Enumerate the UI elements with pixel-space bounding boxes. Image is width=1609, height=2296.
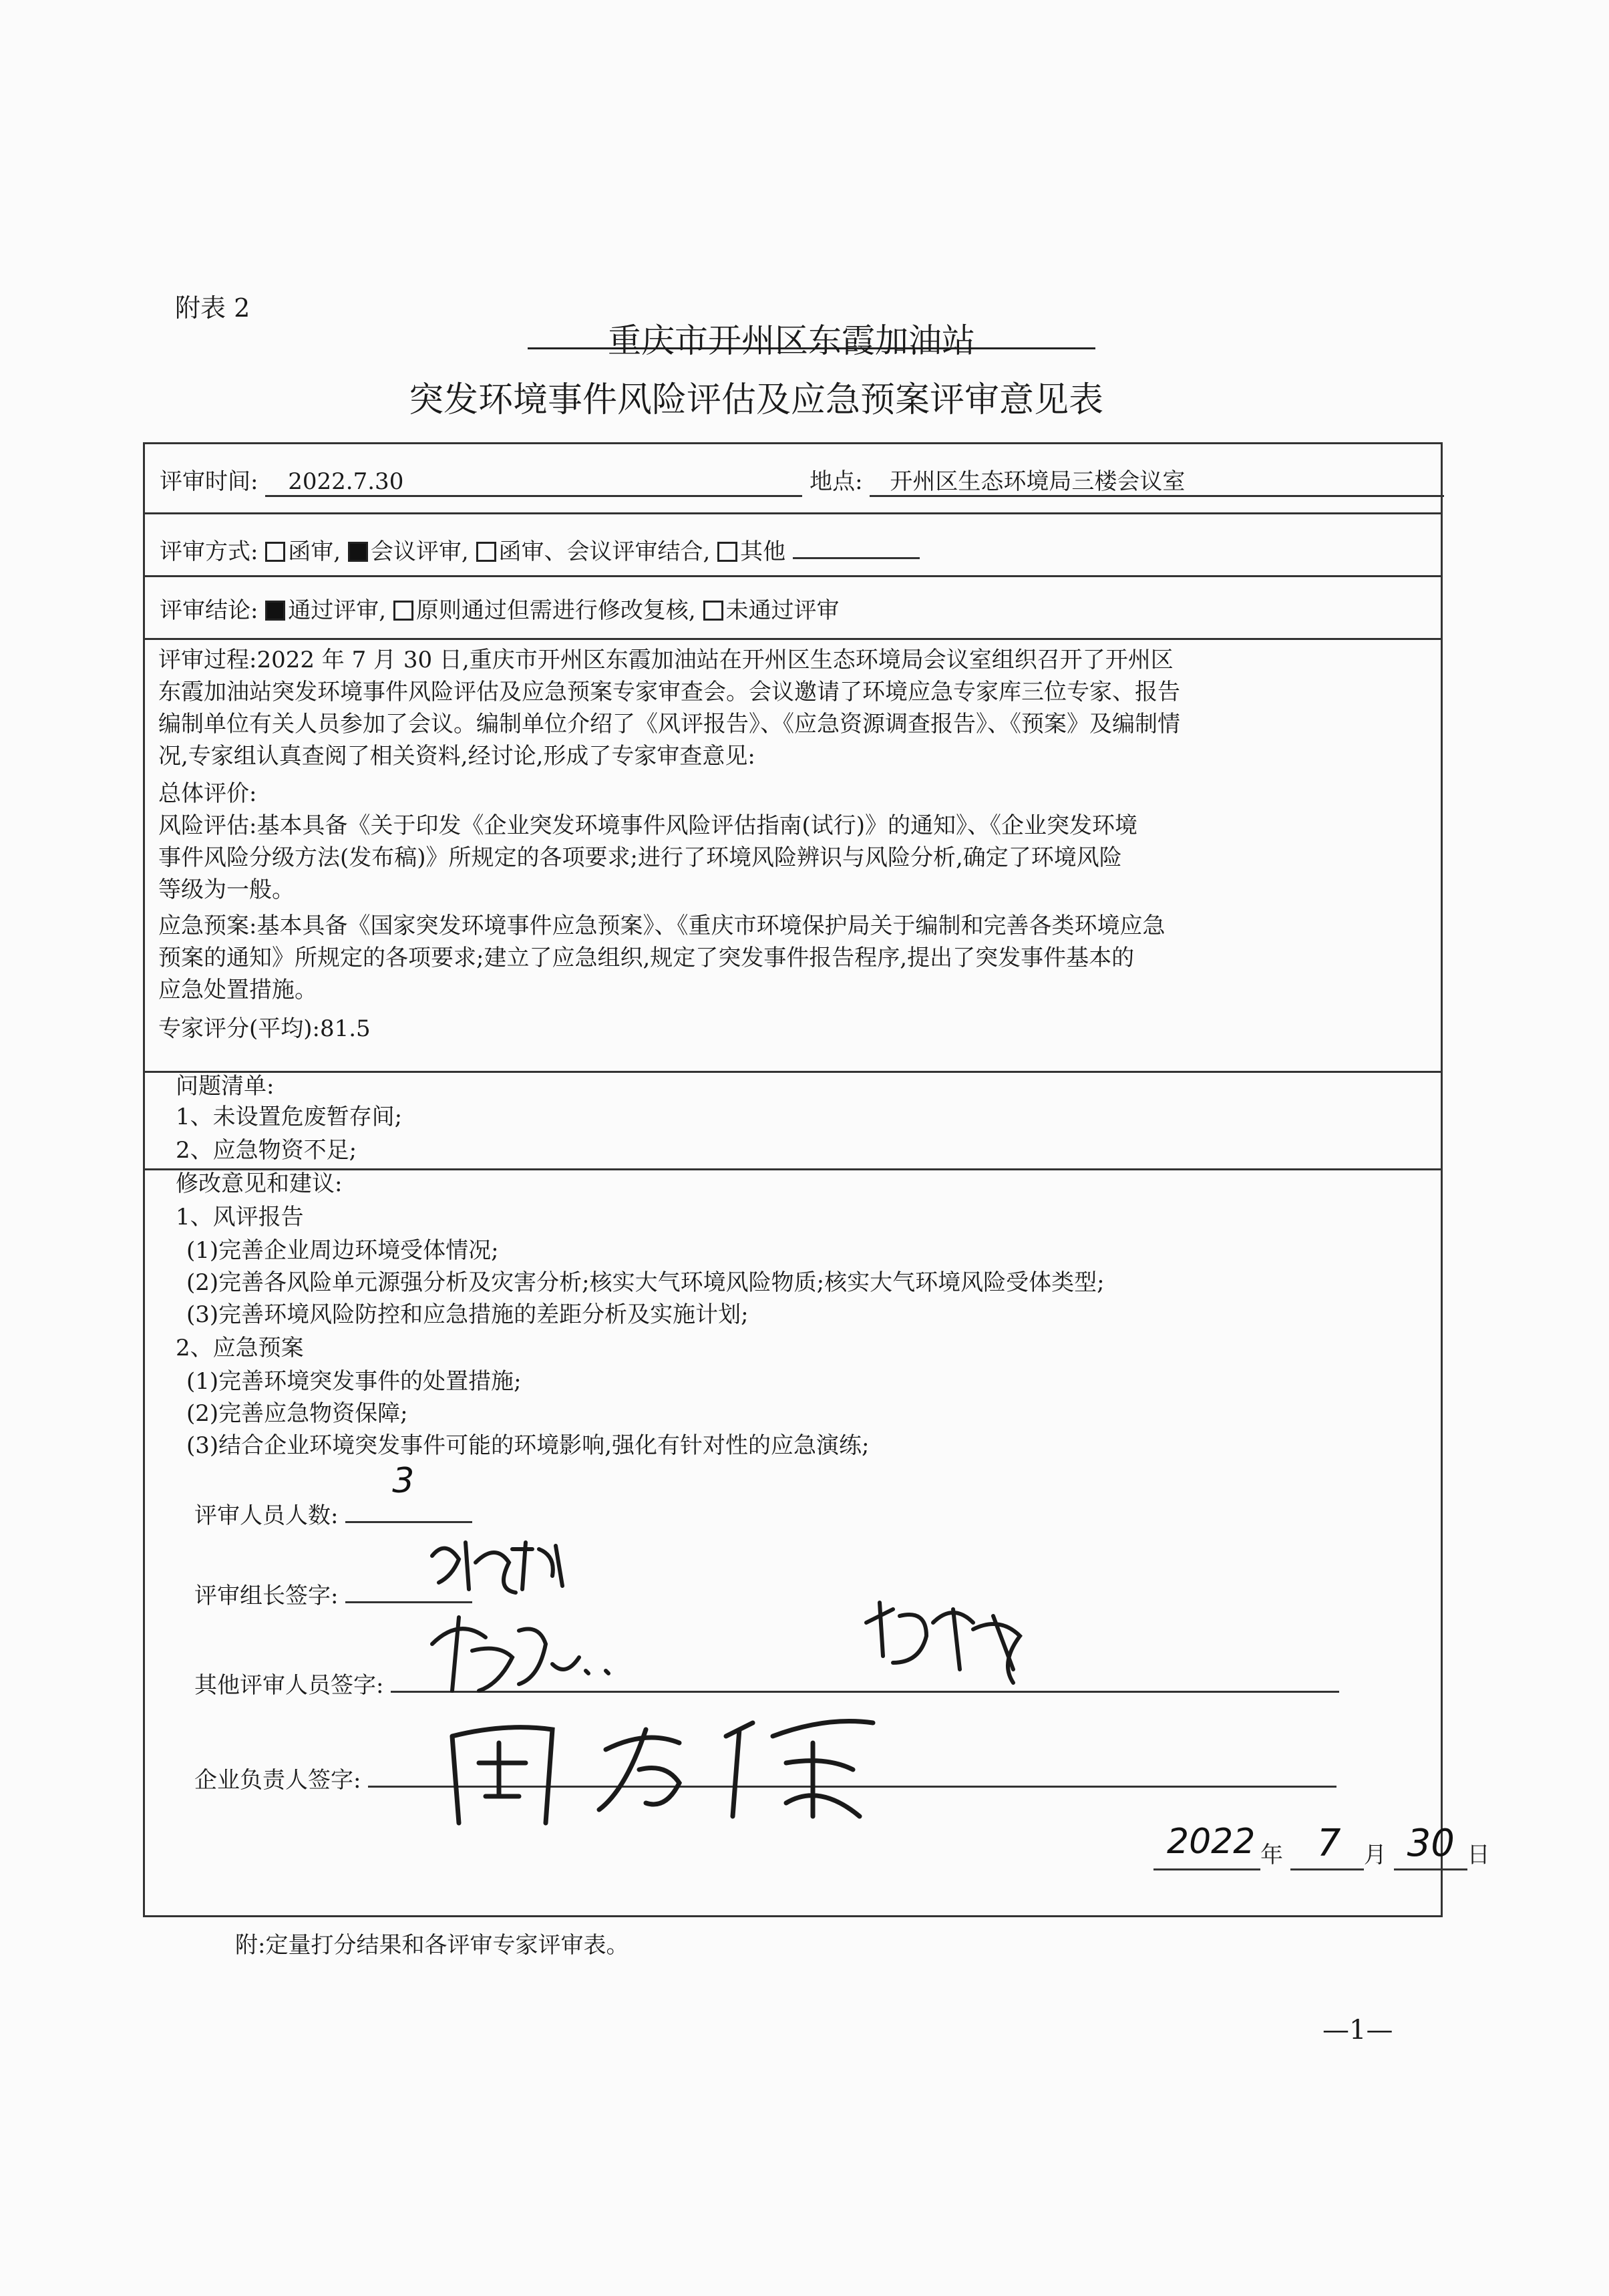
process-line: 事件风险分级方法(发布稿)》所规定的各项要求;进行了环境风险辨识与风险分析,确定了环境风险	[158, 844, 1122, 871]
suggestion-item: (3)结合企业环境突发事件可能的环境影响,强化有针对性的应急演练;	[186, 1432, 870, 1459]
method-checkbox-other	[717, 542, 737, 562]
overall-evaluation-heading: 总体评价:	[158, 780, 257, 807]
other-reviewer-signature-2	[860, 1596, 1033, 1689]
expert-score	[158, 1015, 371, 1042]
leader-signature	[425, 1529, 572, 1603]
method-option-letter: 函审,	[288, 538, 341, 565]
reviewer-count-label: 评审人员人数:	[194, 1502, 339, 1529]
conclusion-option-revise: 原则通过但需进行修改复核,	[415, 597, 696, 624]
date-day: 30	[1407, 1822, 1455, 1865]
method-checkbox-combined	[476, 542, 496, 562]
issue-item: 1、未设置危废暂存间;	[176, 1104, 403, 1130]
date-month-slot	[1290, 1822, 1364, 1870]
conclusion-checkbox-revise	[393, 601, 413, 621]
method-option-meeting: 会议评审,	[370, 538, 469, 565]
conclusion-option-fail: 未通过评审	[725, 597, 840, 624]
owner-signature-label: 企业负责人签字:	[194, 1767, 361, 1794]
suggestion-item: (2)完善各风险单元源强分析及灾害分析;核实大气环境风险物质;核实大气环境风险受体类型;	[186, 1269, 1105, 1296]
page-number: —1—	[1322, 2015, 1393, 2045]
suggestion-item: (2)完善应急物资保障;	[186, 1400, 408, 1427]
expert-score-value: 81.5	[319, 1015, 371, 1042]
conclusion-option-pass: 通过评审,	[288, 597, 387, 624]
issues-section	[145, 1071, 1441, 1170]
reviewer-count	[194, 1461, 472, 1529]
method-checkbox-meeting	[348, 542, 368, 562]
company-name: 重庆市开州区东霞加油站	[608, 321, 975, 360]
conclusion-checkbox-pass	[265, 601, 285, 621]
suggestions-section	[145, 1168, 1441, 1459]
process-line: 况,专家组认真查阅了相关资料,经讨论,形成了专家审查意见:	[158, 743, 755, 770]
suggestion-heading: 2、应急预案	[176, 1335, 304, 1361]
review-process-section	[145, 638, 1441, 1073]
reviewer-count-value: 3	[392, 1461, 415, 1501]
review-time-label: 评审时间:	[160, 468, 258, 495]
date-year: 2022	[1167, 1822, 1256, 1862]
process-line: 评审过程:2022 年 7 月 30 日,重庆市开州区东霞加油站在开州区生态环境局会议室组织召开了开州区	[158, 647, 1174, 673]
signatures-section	[145, 1429, 1490, 1919]
form-title: 突发环境事件风险评估及应急预案评审意见表	[409, 380, 1104, 420]
process-line: 应急预案:基本具备《国家突发环境事件应急预案》、《重庆市环境保护局关于编制和完善各类环境应急	[158, 913, 1166, 939]
footnote: 附:定量打分结果和各评审专家评审表。	[235, 1932, 629, 1959]
review-method-row	[145, 512, 1441, 577]
appendix-label: 附表 2	[175, 293, 250, 323]
process-line: 等级为一般。	[158, 876, 295, 903]
suggestion-item: (1)完善环境突发事件的处置措施;	[186, 1368, 522, 1395]
other-reviewer-signature-1	[425, 1604, 626, 1697]
suggestion-heading: 1、风评报告	[176, 1204, 304, 1231]
suggestions-title: 修改意见和建议:	[176, 1170, 343, 1197]
leader-signature-label: 评审组长签字:	[194, 1583, 339, 1609]
date-day-slot	[1394, 1822, 1467, 1870]
suggestion-item: (3)完善环境风险防控和应急措施的差距分析及实施计划;	[186, 1301, 749, 1328]
suggestion-item: (1)完善企业周边环境受体情况;	[186, 1237, 499, 1264]
owner-signature	[439, 1696, 920, 1830]
date-month-unit: 月	[1363, 1842, 1387, 1868]
location-value: 开州区生态环境局三楼会议室	[870, 468, 1444, 497]
date-year-unit: 年	[1260, 1842, 1283, 1868]
method-option-combined: 函审、会议评审结合,	[498, 538, 711, 565]
process-line: 预案的通知》所规定的各项要求;建立了应急组织,规定了突发事件报告程序,提出了突发事件基本的	[158, 945, 1135, 971]
conclusion-checkbox-fail	[703, 601, 723, 621]
review-time-value: 2022.7.30	[265, 468, 802, 497]
date-year-slot	[1153, 1822, 1260, 1870]
process-line: 编制单位有关人员参加了会议。编制单位介绍了《风评报告》、《应急资源调查报告》、《预案》及编制情	[158, 711, 1180, 737]
other-reviewers-row	[194, 1667, 1339, 1699]
review-method-label: 评审方式:	[160, 538, 258, 565]
method-other-blank	[793, 537, 920, 559]
conclusion-row	[145, 575, 1441, 640]
reviewer-count-blank	[345, 1461, 472, 1523]
review-time-row	[160, 468, 1444, 497]
method-checkbox-letter	[265, 542, 285, 562]
date-day-unit: 日	[1467, 1842, 1490, 1868]
signature-date	[1153, 1822, 1490, 1870]
issues-title: 问题清单:	[176, 1073, 275, 1100]
location-label: 地点:	[810, 468, 863, 495]
method-option-other: 其他	[740, 538, 786, 565]
review-form-table	[143, 442, 1490, 1917]
process-line: 风险评估:基本具备《关于印发《企业突发环境事件风险评估指南(试行)》的通知》、《企业突发环境	[158, 812, 1137, 839]
other-reviewers-label: 其他评审人员签字:	[194, 1672, 384, 1699]
process-line: 应急处置措施。	[158, 977, 317, 1003]
expert-score-label: 专家评分(平均):	[158, 1015, 320, 1042]
process-line: 东霞加油站突发环境事件风险评估及应急预案专家审查会。会议邀请了环境应急专家库三位专家、报告	[158, 679, 1180, 705]
conclusion-label: 评审结论:	[160, 597, 258, 624]
issue-item: 2、应急物资不足;	[176, 1137, 357, 1164]
date-month: 7	[1316, 1822, 1341, 1865]
